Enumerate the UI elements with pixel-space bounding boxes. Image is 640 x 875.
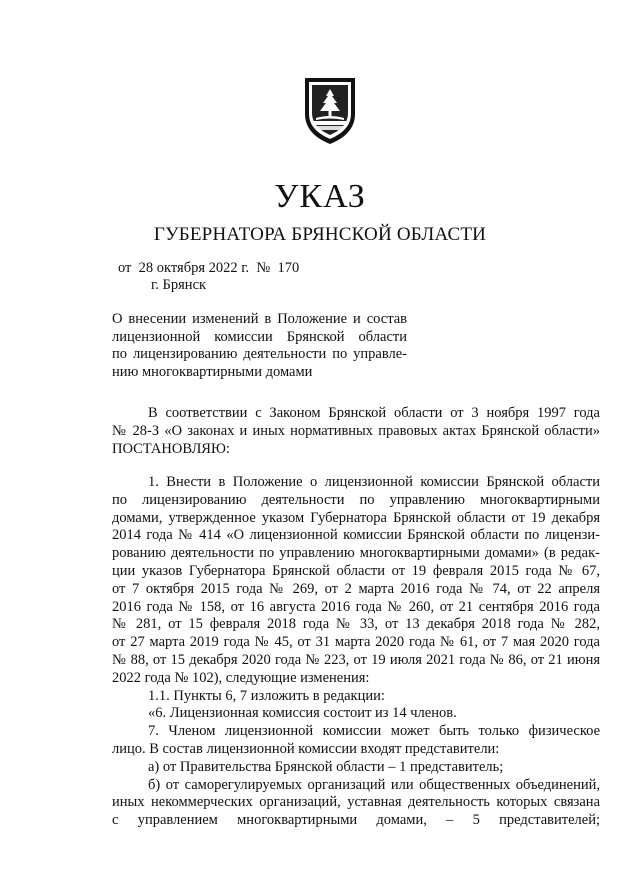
date-number-line: от 28 октября 2022 г. № 170 xyxy=(118,260,300,276)
body-line: от 7 октября 2015 года № 269, от 2 марта 2016 года № 74, от 22 апреля xyxy=(112,580,600,597)
body-line: домами, утвержденное указом Губернатора Брянской области от 19 декабря xyxy=(112,509,600,526)
city-line: г. Брянск xyxy=(151,277,207,293)
body-line: 2022 года № 102), следующие изменения: xyxy=(112,669,370,686)
preamble-line: ПОСТАНОВЛЯЮ: xyxy=(112,440,230,457)
body-line: а) от Правительства Брянской области – 1 представитель; xyxy=(148,758,504,775)
document-title: УКАЗ xyxy=(274,178,366,215)
body-line: 1.1. Пункты 6, 7 изложить в редакции: xyxy=(148,687,385,704)
body-line: 2016 года № 158, от 16 августа 2016 года № 260, от 21 сентября 2016 года xyxy=(112,598,600,615)
body-line: рованию деятельности по управлению многоквартирными домами» (в редак- xyxy=(112,545,600,562)
body-line: лицо. В состав лицензионной комиссии входят представители: xyxy=(112,740,500,757)
preamble-line: В соответствии с Законом Брянской области от 3 ноября 1997 года xyxy=(148,405,600,421)
body-line: с управлением многоквартирными домами, – 5 представителей; xyxy=(112,812,600,829)
subject-line: лицензионной комиссии Брянской области xyxy=(112,328,407,345)
body-line: «6. Лицензионная комиссия состоит из 14 членов. xyxy=(148,705,457,722)
body-line: № 281, от 15 февраля 2018 года № 33, от 13 декабря 2018 года № 282, xyxy=(112,616,600,633)
body-line: 2014 года № 414 «О лицензионной комиссии Брянской области по лицензи- xyxy=(112,527,600,544)
subject-line: по лицензированию деятельности по управле- xyxy=(112,346,407,362)
body-line: 1. Внести в Положение о лицензионной комиссии Брянской области xyxy=(148,474,600,490)
body-line: по лицензированию деятельности по управлению многоквартирными xyxy=(112,491,600,508)
document-body xyxy=(112,474,600,830)
body-line: от 27 марта 2019 года № 45, от 31 марта 2020 года № 61, от 7 мая 2020 года xyxy=(112,634,600,651)
body-line: ции указов Губернатора Брянской области от 19 февраля 2015 года № 67, xyxy=(112,562,600,579)
preamble-line: № 28-З «О законах и иных нормативных правовых актах Брянской области» xyxy=(112,422,600,439)
coat-of-arms-emblem xyxy=(301,72,359,147)
preamble xyxy=(112,405,600,458)
subject-line: нию многоквартирными домами xyxy=(112,363,313,380)
subject-line: О внесении изменений в Положение и состав xyxy=(112,311,407,327)
document-subject xyxy=(112,311,407,381)
body-line: иных некоммерческих организаций, уставная деятельность которых связана xyxy=(112,794,600,811)
document-subtitle: ГУБЕРНАТОРА БРЯНСКОЙ ОБЛАСТИ xyxy=(153,224,487,245)
body-line: № 88, от 15 декабря 2020 года № 223, от 19 июля 2021 года № 86, от 21 июня xyxy=(112,651,600,668)
body-line: 7. Членом лицензионной комиссии может быть только физическое xyxy=(148,723,600,740)
body-line: б) от саморегулируемых организаций или общественных объединений, xyxy=(148,776,600,793)
